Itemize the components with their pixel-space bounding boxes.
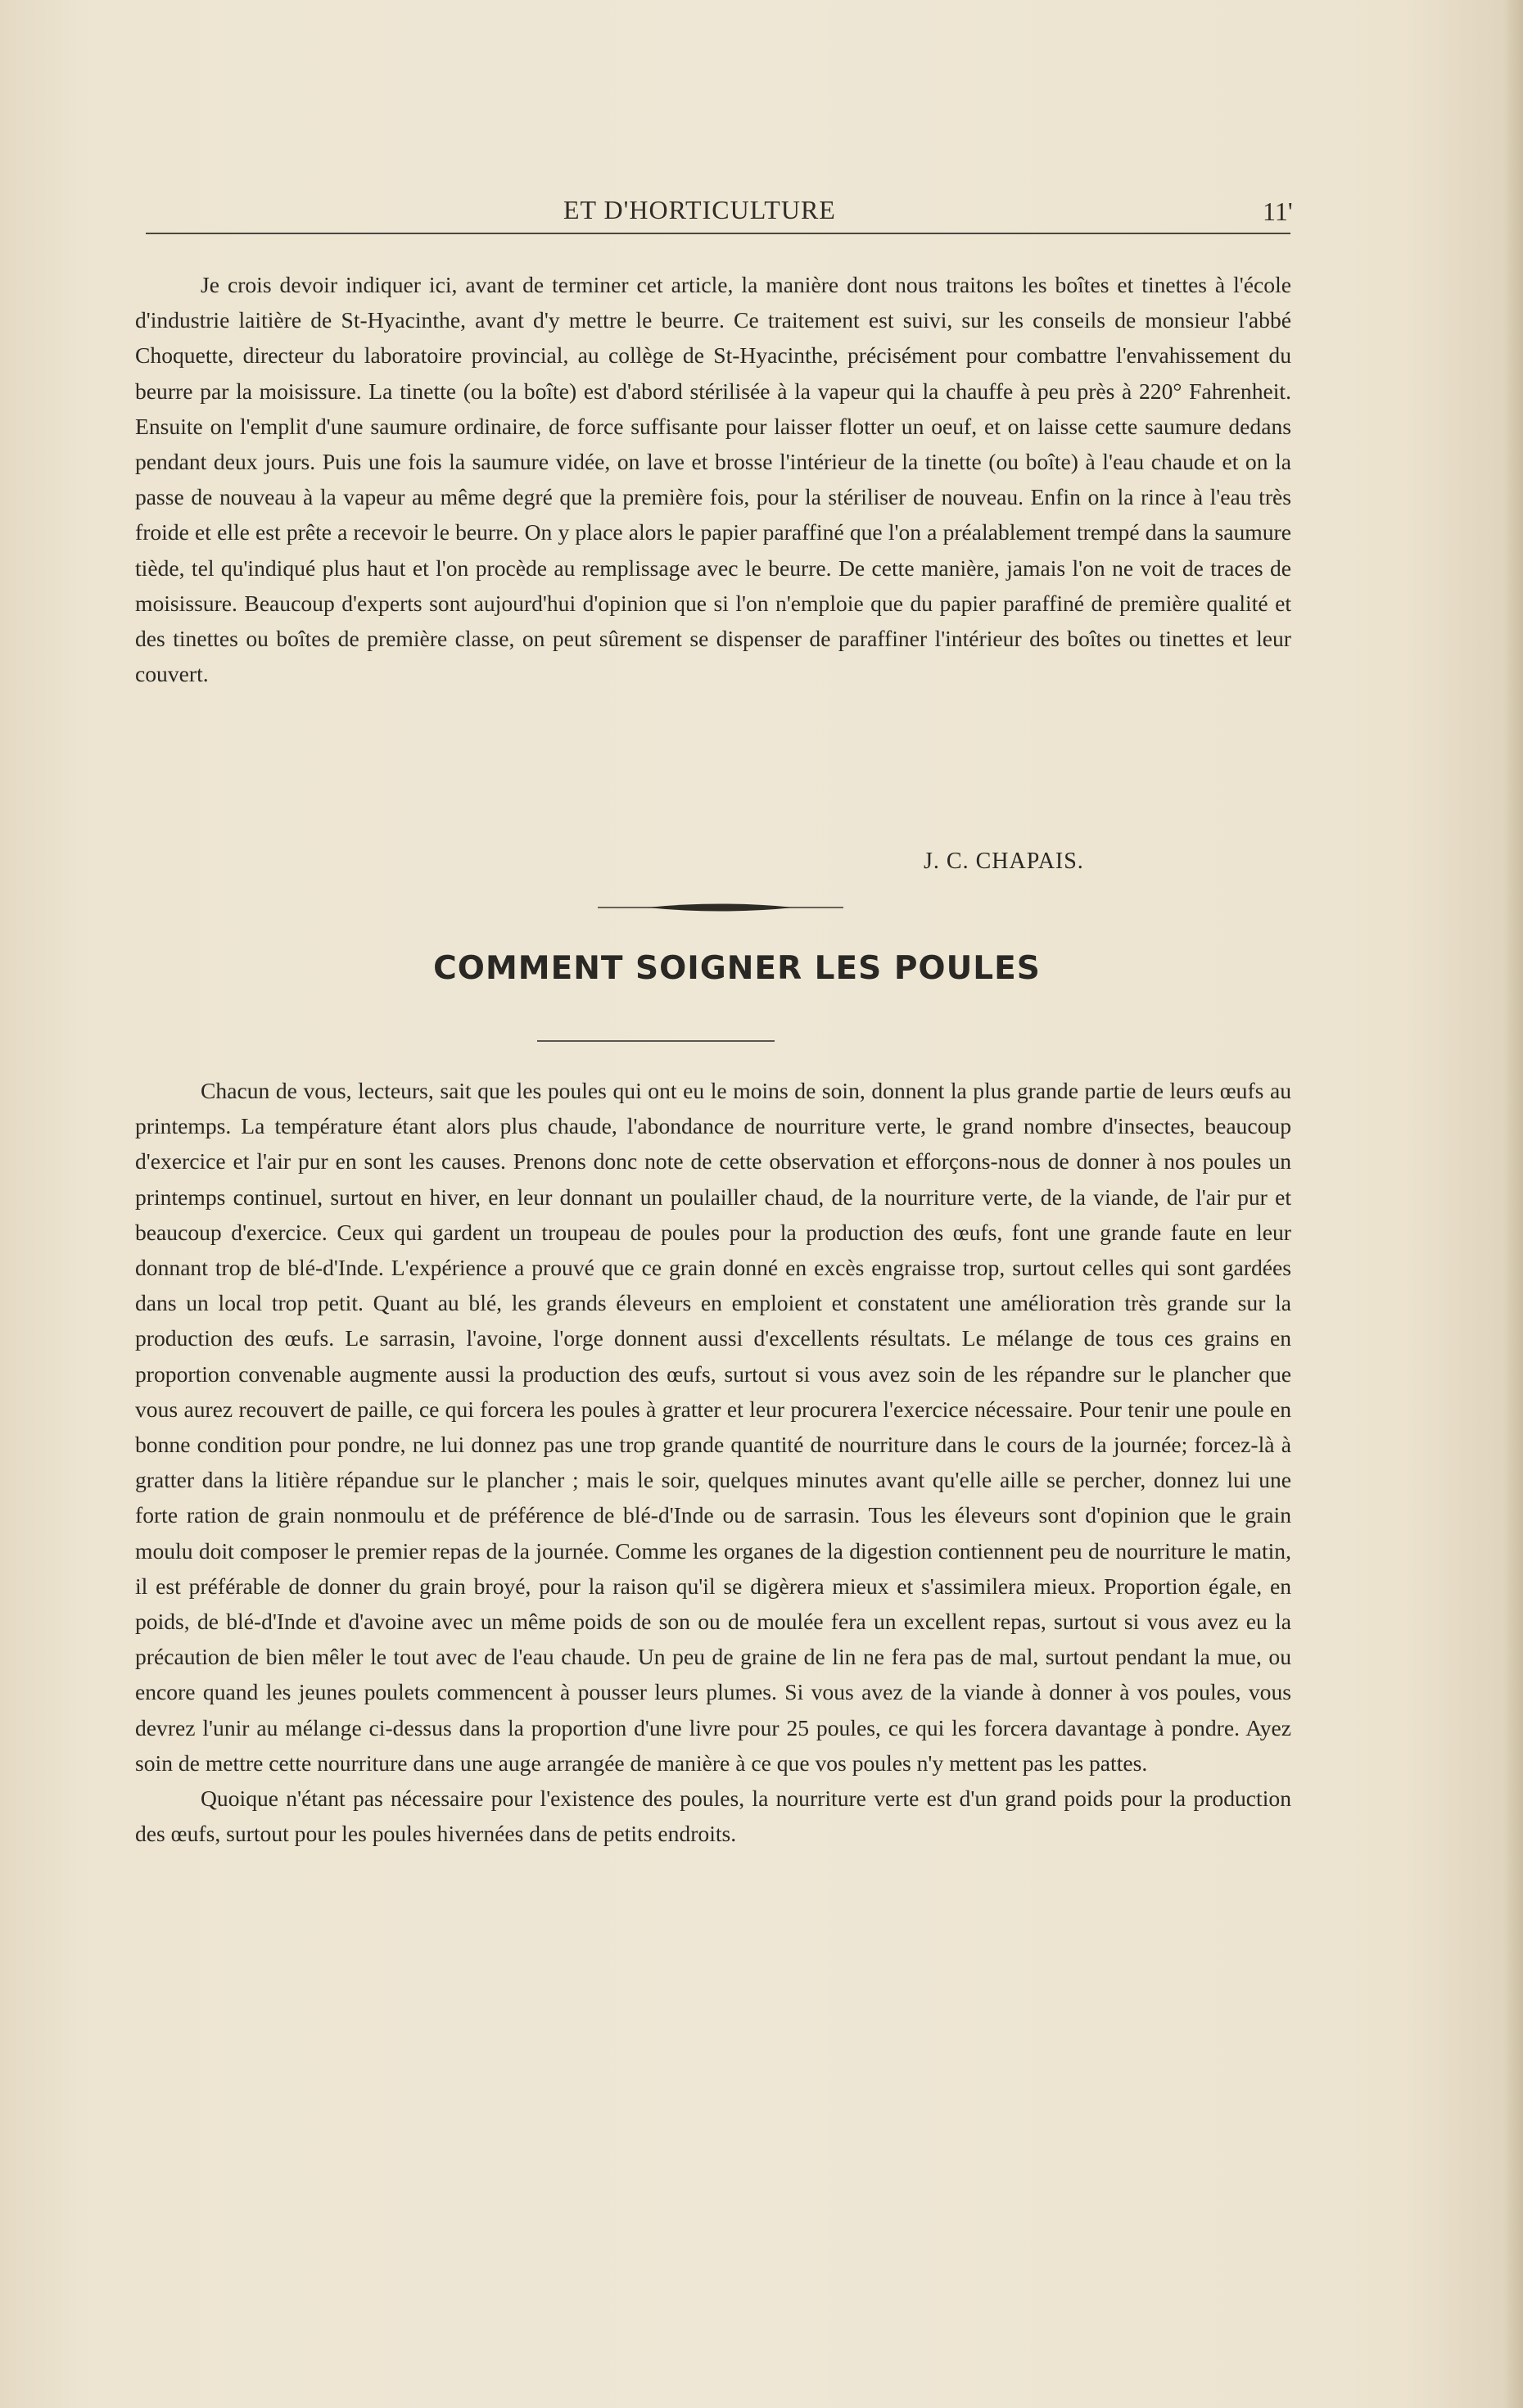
- running-head: [146, 190, 1292, 239]
- article-title: COMMENT SOIGNER LES POULES: [433, 950, 1041, 987]
- title-rule: [537, 1040, 775, 1042]
- article-paragraph-1: Chacun de vous, lecteurs, sait que les poules qui ont eu le moins de soin, donnent la plus grande partie de leurs œufs au printemps. La température étant alors plus chaude, l'abondance de nourriture verte, le grand nombre d'insectes, beaucoup d'exercice et l'air pur en sont les causes. Prenons donc note de cette observation et efforçons-nous de donner à nos poules un printemps continuel, surtout en hiver, en leur donnant un poulailler chaud, de la nourriture verte, de la viande, de l'air pur et beaucoup d'exercice. Ceux qui gardent un troupeau de poules pour la production des œufs, font une grande faute en leur donnant trop de blé-d'Inde. L'expérience a prouvé que ce grain donné en excès engraisse trop, surtout celles qui sont gardées dans un local trop petit. Quant au blé, les grands éleveurs en emploient et constatent une amélioration très grande sur la production des œufs. Le sarrasin, l'avoine, l'orge donnent aussi d'excellents résultats. Le mélange de tous ces grains en proportion convenable augmente aussi la production des œufs, surtout si vous avez soin de les répandre sur le plancher que vous aurez recouvert de paille, ce qui forcera les poules à gratter et leur procurera l'exercice nécessaire. Pour tenir une poule en bonne condition pour pondre, ne lui donnez pas une trop grande quantité de nourriture dans le cours de la journée; forcez-là à gratter dans la litière répandue sur le plancher ; mais le soir, quelques minutes avant qu'elle aille se percher, donnez lui une forte ration de grain nonmoulu et de préférence de blé-d'Inde ou de sarrasin. Tous les éleveurs sont d'opinion que le grain moulu doit composer le premier repas de la journée. Comme les organes de la digestion contiennent peu de nourriture le matin, il est préférable de donner du grain broyé, pour la raison qu'il se digèrera mieux et s'assimilera mieux. Proportion égale, en poids, de blé-d'Inde et d'avoine avec un même poids de son ou de moulée fera un excellent repas, surtout si vous avez eu la précaution de bien mêler le tout avec de l'eau chaude. Un peu de graine de lin ne fera pas de mal, surtout pendant la mue, ou encore quand les jeunes poulets commencent à pousser leurs plumes. Si vous avez de la viande à donner à vos poules, vous devrez l'unir au mélange ci-dessus dans la proportion d'une livre pour 25 poules, ce qui les forcera davantage à pondre. Ayez soin de mettre cette nourriture dans une auge arrangée de manière à ce que vos poules n'y mettent pas les pattes.: [135, 1078, 1291, 1776]
- page-edge-shadow: [1503, 0, 1523, 2408]
- running-title: ET D'HORTICULTURE: [563, 195, 836, 224]
- intro-section: [135, 267, 1291, 691]
- intro-paragraph: Je crois devoir indiquer ici, avant de terminer cet article, la manière dont nous traitons les boîtes et tinettes à l'école d'industrie laitière de St-Hyacinthe, avant d'y mettre le beurre. Ce traitement est suivi, sur les conseils de monsieur l'abbé Choquette, directeur du laboratoire provincial, au collège de St-Hyacinthe, précisément pour combattre l'envahissement du beurre par la moisissure. La tinette (ou la boîte) est d'abord stérilisée à la vapeur qui la chauffe à peu près à 220° Fahrenheit. Ensuite on l'emplit d'une saumure ordinaire, de force suffisante pour laisser flotter un oeuf, et on laisse cette saumure dedans pendant deux jours. Puis une fois la saumure vidée, on lave et brosse l'intérieur de la tinette (ou boîte) à l'eau chaude et on la passe de nouveau à la vapeur au même degré que la première fois, pour la stériliser de nouveau. Enfin on la rince à l'eau très froide et elle est prête a recevoir le beurre. On y place alors le papier paraffiné que l'on a préalablement trempé dans la saumure tiède, tel qu'indiqué plus haut et l'on procède au remplissage avec le beurre. De cette manière, jamais l'on ne voit de traces de moisissure. Beaucoup d'experts sont aujourd'hui d'opinion que si l'on n'emploie que du papier paraffiné de première qualité et des tinettes ou boîtes de première classe, on peut sûrement se dispenser de paraffiner l'intérieur des boîtes ou tinettes et leur couvert.: [135, 272, 1291, 687]
- author-signature: J. C. CHAPAIS.: [924, 849, 1084, 874]
- header-rule: [146, 233, 1290, 234]
- article-body: [135, 1073, 1291, 1851]
- article-paragraph-2: Quoique n'étant pas nécessaire pour l'existence des poules, la nourriture verte est d'un grand poids pour la production des œufs, surtout pour les poules hivernées dans de petits endroits.: [135, 1786, 1291, 1847]
- page-number: 11': [1263, 197, 1293, 226]
- divider-ornament: [598, 901, 843, 914]
